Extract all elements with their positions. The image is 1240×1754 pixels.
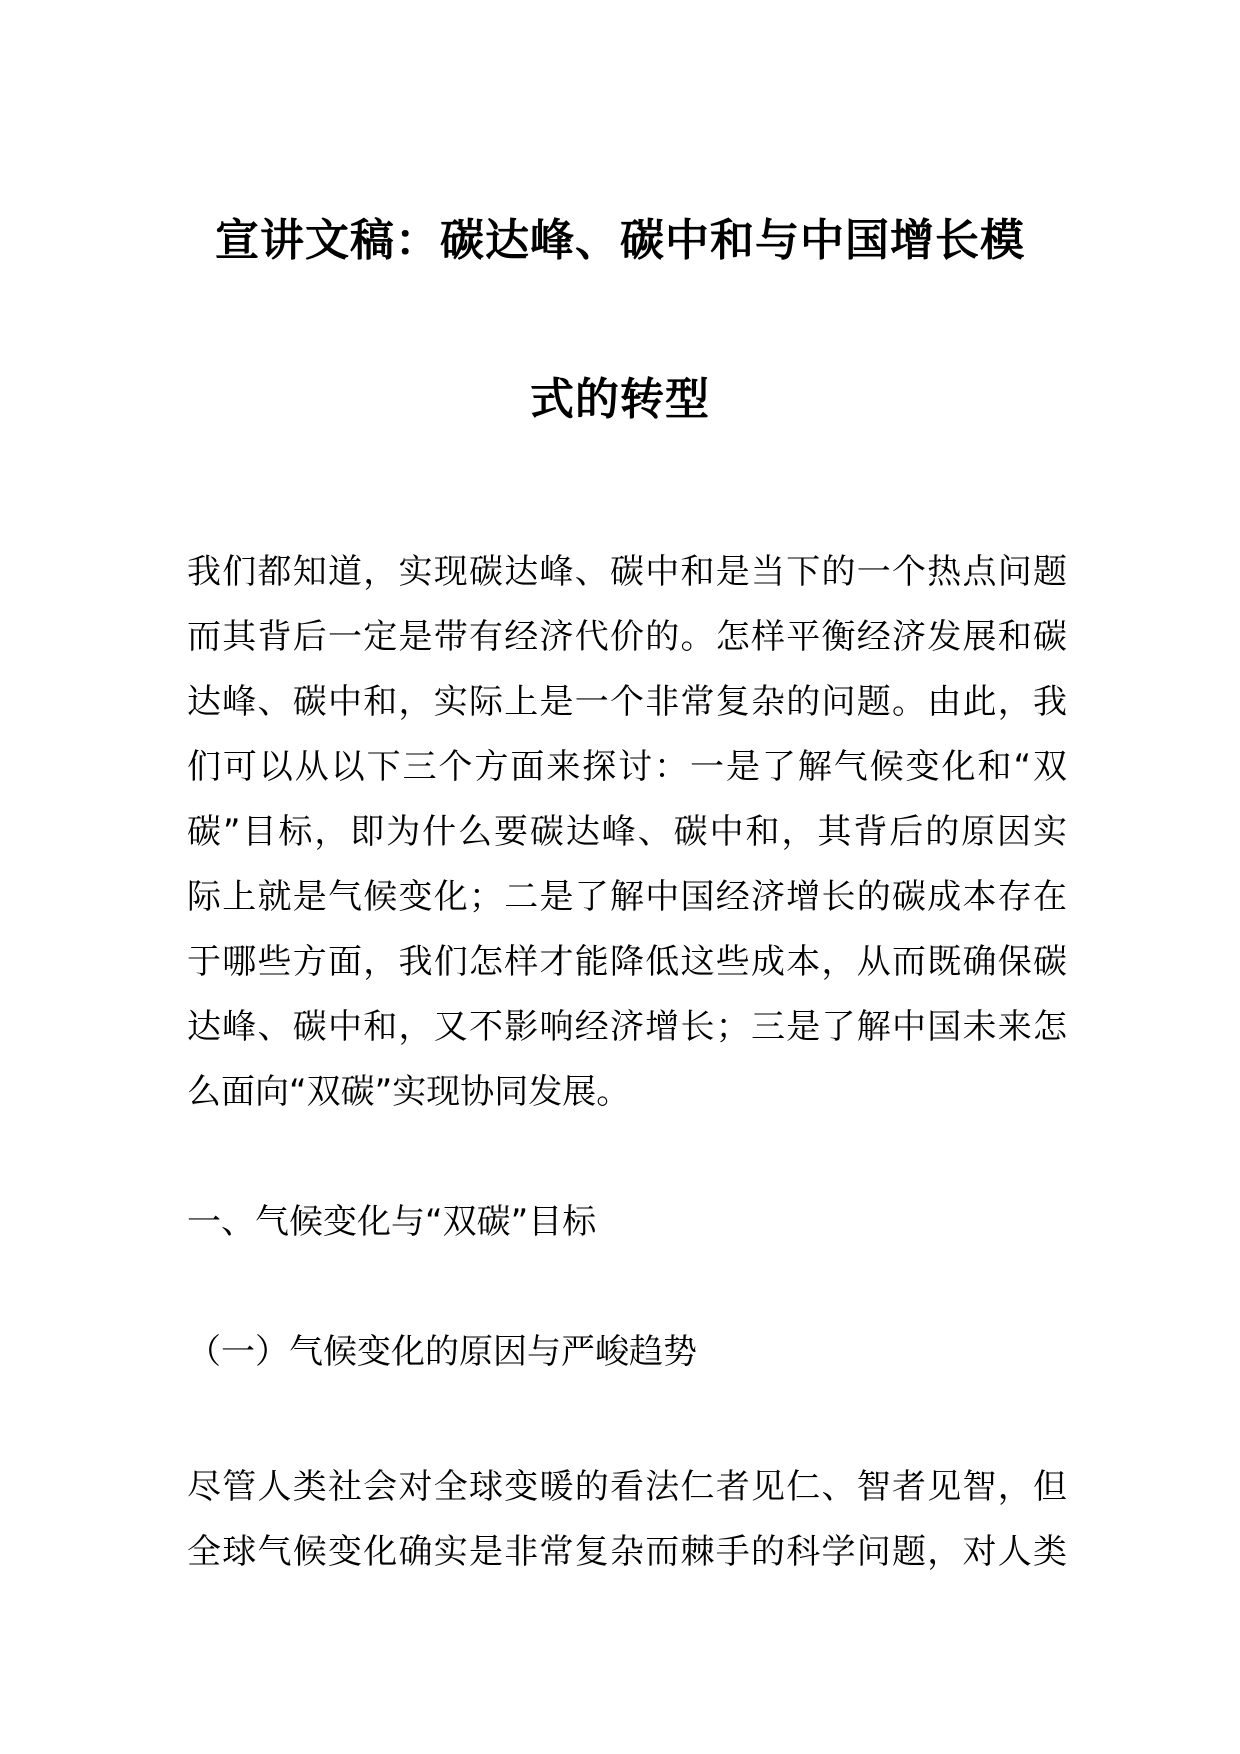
intro-paragraph-line: 我们都知道，实现碳达峰、碳中和是当下的一个热点问题	[187, 552, 1067, 592]
intro-paragraph-line: 于哪些方面，我们怎样才能降低这些成本，从而既确保碳	[187, 942, 1067, 982]
intro-paragraph-line: 碳”目标，即为什么要碳达峰、碳中和，其背后的原因实	[187, 812, 1067, 852]
section-paragraph-line: 全球气候变化确实是非常复杂而棘手的科学问题，对人类	[187, 1532, 1067, 1572]
intro-paragraph	[187, 540, 1067, 1125]
intro-paragraph-line: 达峰、碳中和，又不影响经济增长；三是了解中国未来怎	[187, 1007, 1067, 1047]
intro-paragraph-line: 们可以从以下三个方面来探讨：一是了解气候变化和“双	[187, 747, 1067, 787]
intro-paragraph-line: 而其背后一定是带有经济代价的。怎样平衡经济发展和碳	[187, 617, 1067, 657]
intro-paragraph-line: 际上就是气候变化；二是了解中国经济增长的碳成本存在	[187, 877, 1067, 917]
section-heading: 一、气候变化与“双碳”目标	[187, 1202, 597, 1242]
document-title-line-1: 宣讲文稿：碳达峰、碳中和与中国增长模	[215, 215, 1025, 266]
subsection-heading: （一）气候变化的原因与严峻趋势	[187, 1332, 697, 1372]
document-title-line-2: 式的转型	[530, 374, 710, 425]
section-paragraph-line: 尽管人类社会对全球变暖的看法仁者见仁、智者见智，但	[187, 1467, 1067, 1507]
intro-paragraph-line: 么面向“双碳”实现协同发展。	[187, 1072, 631, 1112]
intro-paragraph-line: 达峰、碳中和，实际上是一个非常复杂的问题。由此，我	[187, 682, 1067, 722]
section-paragraph	[187, 1455, 1067, 1585]
